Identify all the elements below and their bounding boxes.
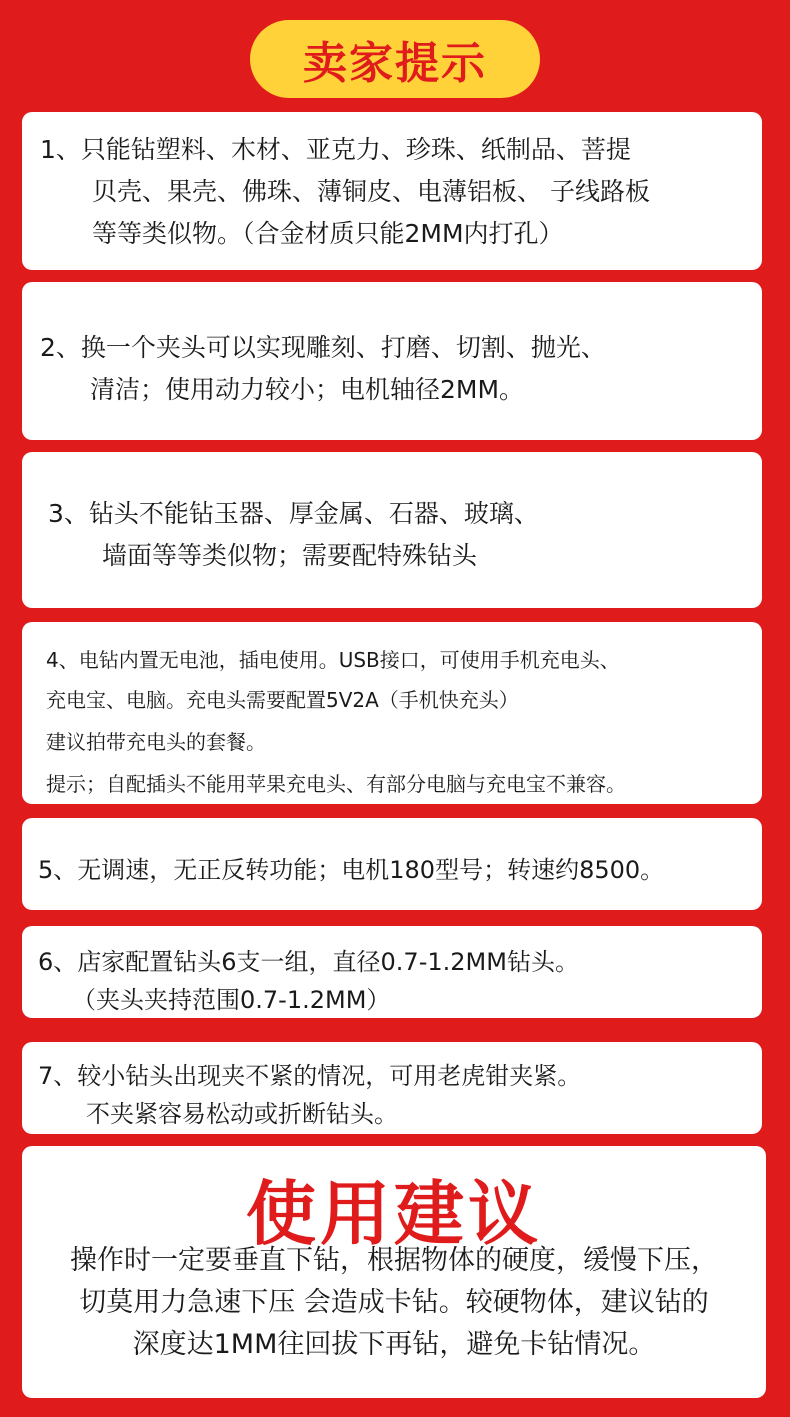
note-6-line-1: 6、店家配置钻头6支一组，直径0.7-1.2MM钻头。	[38, 948, 579, 976]
note-card-7	[22, 1042, 762, 1134]
note-card-6	[22, 926, 762, 1018]
note-4-line-4: 提示；自配插头不能用苹果充电头、有部分电脑与充电宝不兼容。	[46, 772, 626, 796]
note-card-2	[22, 282, 762, 440]
note-1-line-2: 贝壳、果壳、佛珠、薄铜皮、电薄铝板、 子线路板	[92, 177, 650, 206]
note-card-1	[22, 112, 762, 270]
header-title: 卖家提示	[303, 38, 487, 89]
usage-title: 使用建议	[246, 1173, 542, 1255]
note-2-line-1: 2、换一个夹头可以实现雕刻、打磨、切割、抛光、	[40, 333, 606, 362]
note-card-5	[22, 818, 762, 910]
usage-line-3: 深度达1MM往回拔下再钻，避免卡钻情况。	[132, 1329, 656, 1360]
note-1-line-3: 等等类似物。（合金材质只能2MM内打孔）	[92, 219, 564, 248]
usage-line-1: 操作时一定要垂直下钻，根据物体的硬度，缓慢下压，	[70, 1245, 718, 1276]
note-2-line-2: 清洁；使用动力较小；电机轴径2MM。	[90, 375, 525, 404]
note-5-line-1: 5、无调速，无正反转功能；电机180型号；转速约8500。	[38, 856, 665, 884]
note-4-line-3: 建议拍带充电头的套餐。	[46, 730, 266, 754]
usage-line-2: 切莫用力急速下压 会造成卡钻。较硬物体，建议钻的	[79, 1287, 709, 1318]
note-card-4	[22, 622, 762, 804]
note-7-line-2: 不夹紧容易松动或折断钻头。	[86, 1100, 398, 1128]
note-3-line-2: 墙面等等类似物；需要配特殊钻头	[102, 541, 478, 570]
note-1-line-1: 1、只能钻塑料、木材、亚克力、珍珠、纸制品、菩提	[40, 135, 631, 164]
note-card-3	[22, 452, 762, 608]
note-4-line-1: 4、电钻内置无电池，插电使用。USB接口，可使用手机充电头、	[46, 648, 620, 672]
usage-card	[22, 1146, 766, 1398]
note-7-line-1: 7、较小钻头出现夹不紧的情况，可用老虎钳夹紧。	[38, 1062, 582, 1090]
note-6-line-2: （夹头夹持范围0.7-1.2MM）	[72, 986, 391, 1014]
header-badge	[250, 20, 540, 98]
note-4-line-2: 充电宝、电脑。充电头需要配置5V2A（手机快充头）	[46, 688, 519, 712]
note-3-line-1: 3、钻头不能钻玉器、厚金属、石器、玻璃、	[48, 499, 539, 528]
